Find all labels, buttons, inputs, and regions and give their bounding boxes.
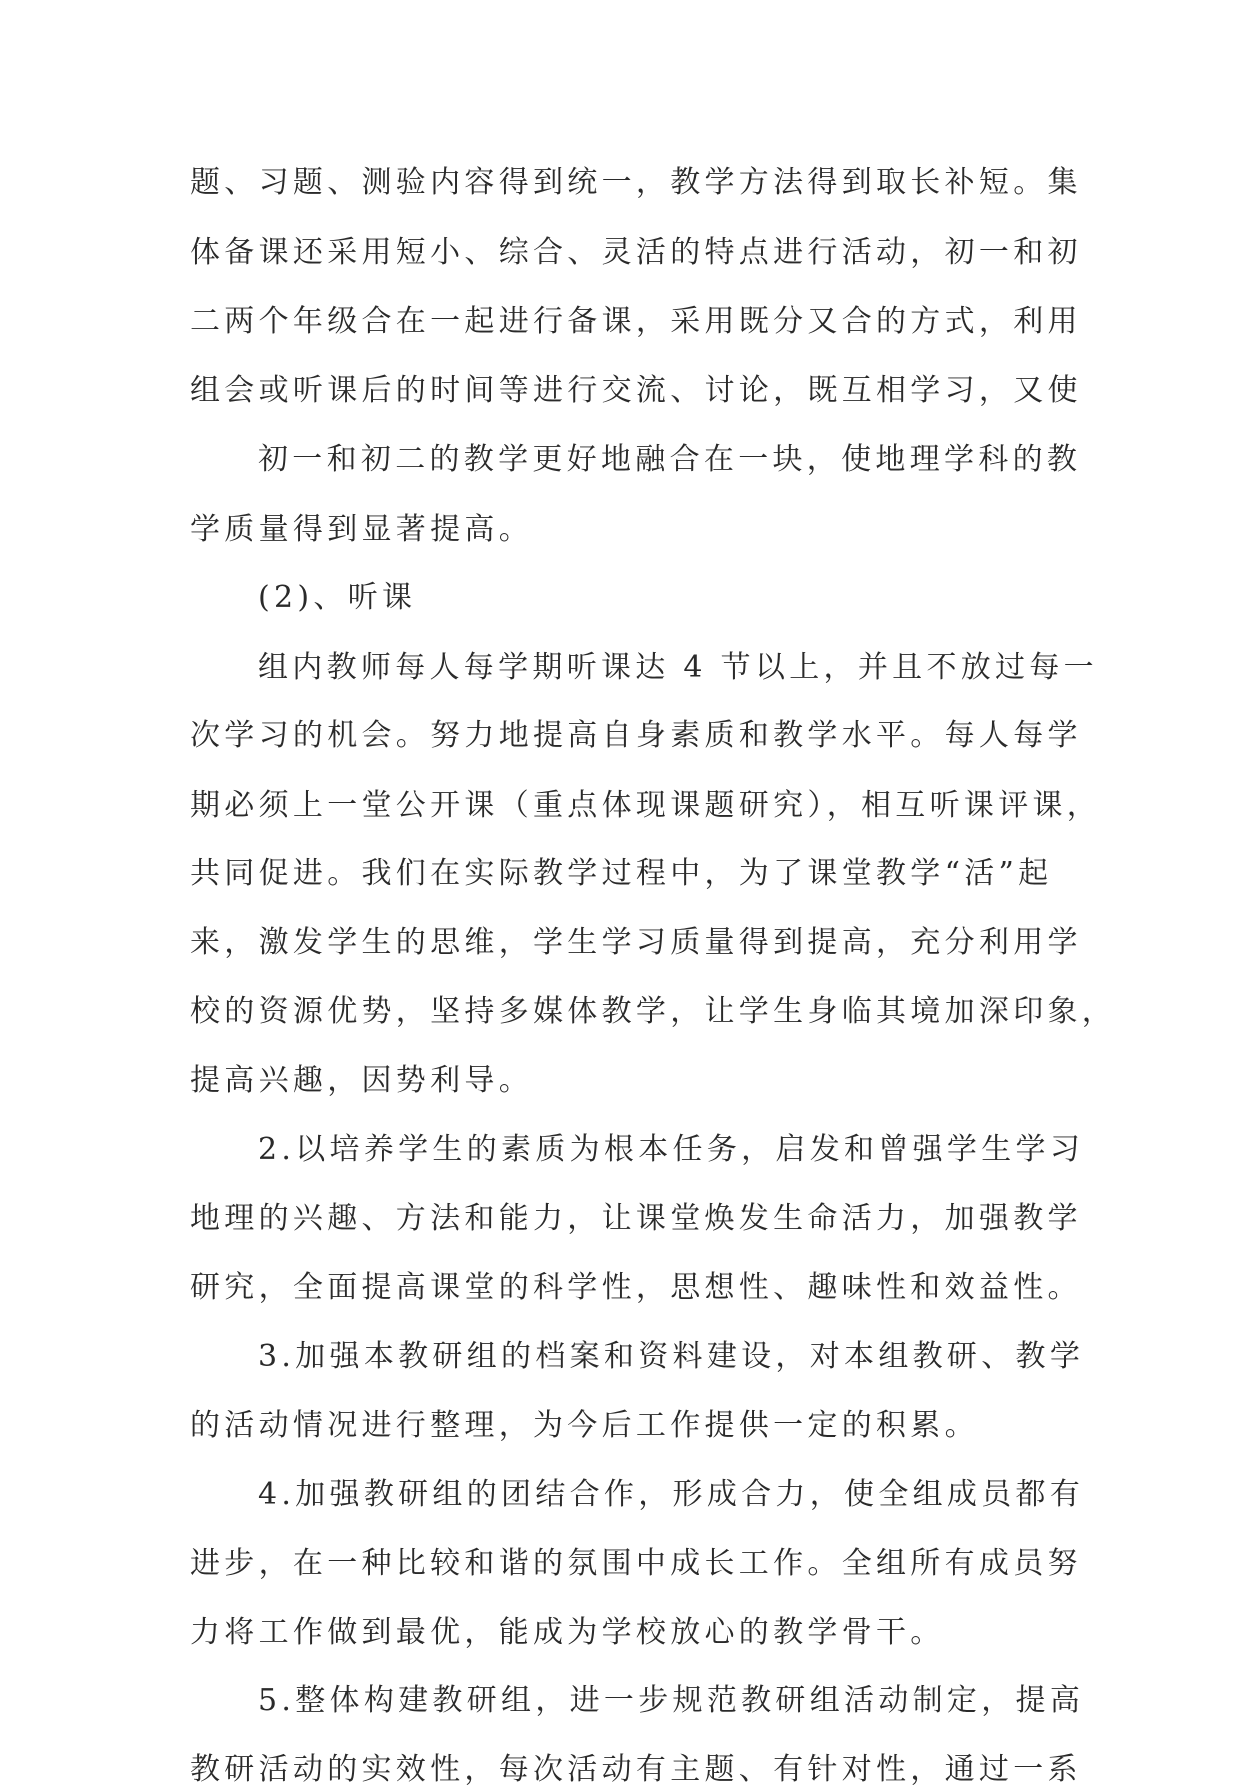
text-line: 力将工作做到最优，能成为学校放心的教学骨干。 <box>190 1615 945 1650</box>
text-line: 校的资源优势，坚持多媒体教学，让学生身临其境加深印象， <box>190 994 1117 1029</box>
text-line: 的活动情况进行整理，为今后工作提供一定的积累。 <box>190 1408 979 1443</box>
paragraph-line: 2.以培养学生的素质为根本任务，启发和曾强学生学习 <box>258 1132 1085 1167</box>
text-line: 组会或听课后的时间等进行交流、讨论，既互相学习，又使 <box>190 373 1082 408</box>
text-line: 地理的兴趣、方法和能力，让课堂焕发生命活力，加强教学 <box>190 1201 1082 1236</box>
text-line: 期必须上一堂公开课（重点体现课题研究），相互听课评课， <box>190 788 1102 823</box>
text-line: 研究，全面提高课堂的科学性，思想性、趣味性和效益性。 <box>190 1270 1082 1305</box>
text-line: 来，激发学生的思维，学生学习质量得到提高，充分利用学 <box>190 925 1082 960</box>
text-line: 提高兴趣，因势利导。 <box>190 1063 533 1098</box>
text-line: 共同促进。我们在实际教学过程中，为了课堂教学“活”起 <box>190 856 1053 891</box>
paragraph-line: 3.加强本教研组的档案和资料建设，对本组教研、教学 <box>258 1339 1085 1374</box>
text-line: 二两个年级合在一起进行备课，采用既分又合的方式，利用 <box>190 304 1082 339</box>
paragraph-line: 组内教师每人每学期听课达 4 节以上，并且不放过每一 <box>258 650 1098 685</box>
text-line: 教研活动的实效性，每次活动有主题、有针对性，通过一系 <box>190 1752 1082 1787</box>
text-line: 题、习题、测验内容得到统一，教学方法得到取长补短。集 <box>190 165 1082 200</box>
text-line: 次学习的机会。努力地提高自身素质和教学水平。每人每学 <box>190 718 1082 753</box>
text-line: 学质量得到显著提高。 <box>190 512 533 547</box>
text-line: 体备课还采用短小、综合、灵活的特点进行活动，初一和初 <box>190 235 1082 270</box>
paragraph-line: 5.整体构建教研组，进一步规范教研组活动制定，提高 <box>258 1683 1085 1718</box>
section-heading: (2)、听课 <box>258 580 417 615</box>
text-line: 进步，在一种比较和谐的氛围中成长工作。全组所有成员努 <box>190 1546 1082 1581</box>
paragraph-line: 4.加强教研组的团结合作，形成合力，使全组成员都有 <box>258 1477 1085 1512</box>
paragraph-line: 初一和初二的教学更好地融合在一块，使地理学科的教 <box>258 442 1082 477</box>
